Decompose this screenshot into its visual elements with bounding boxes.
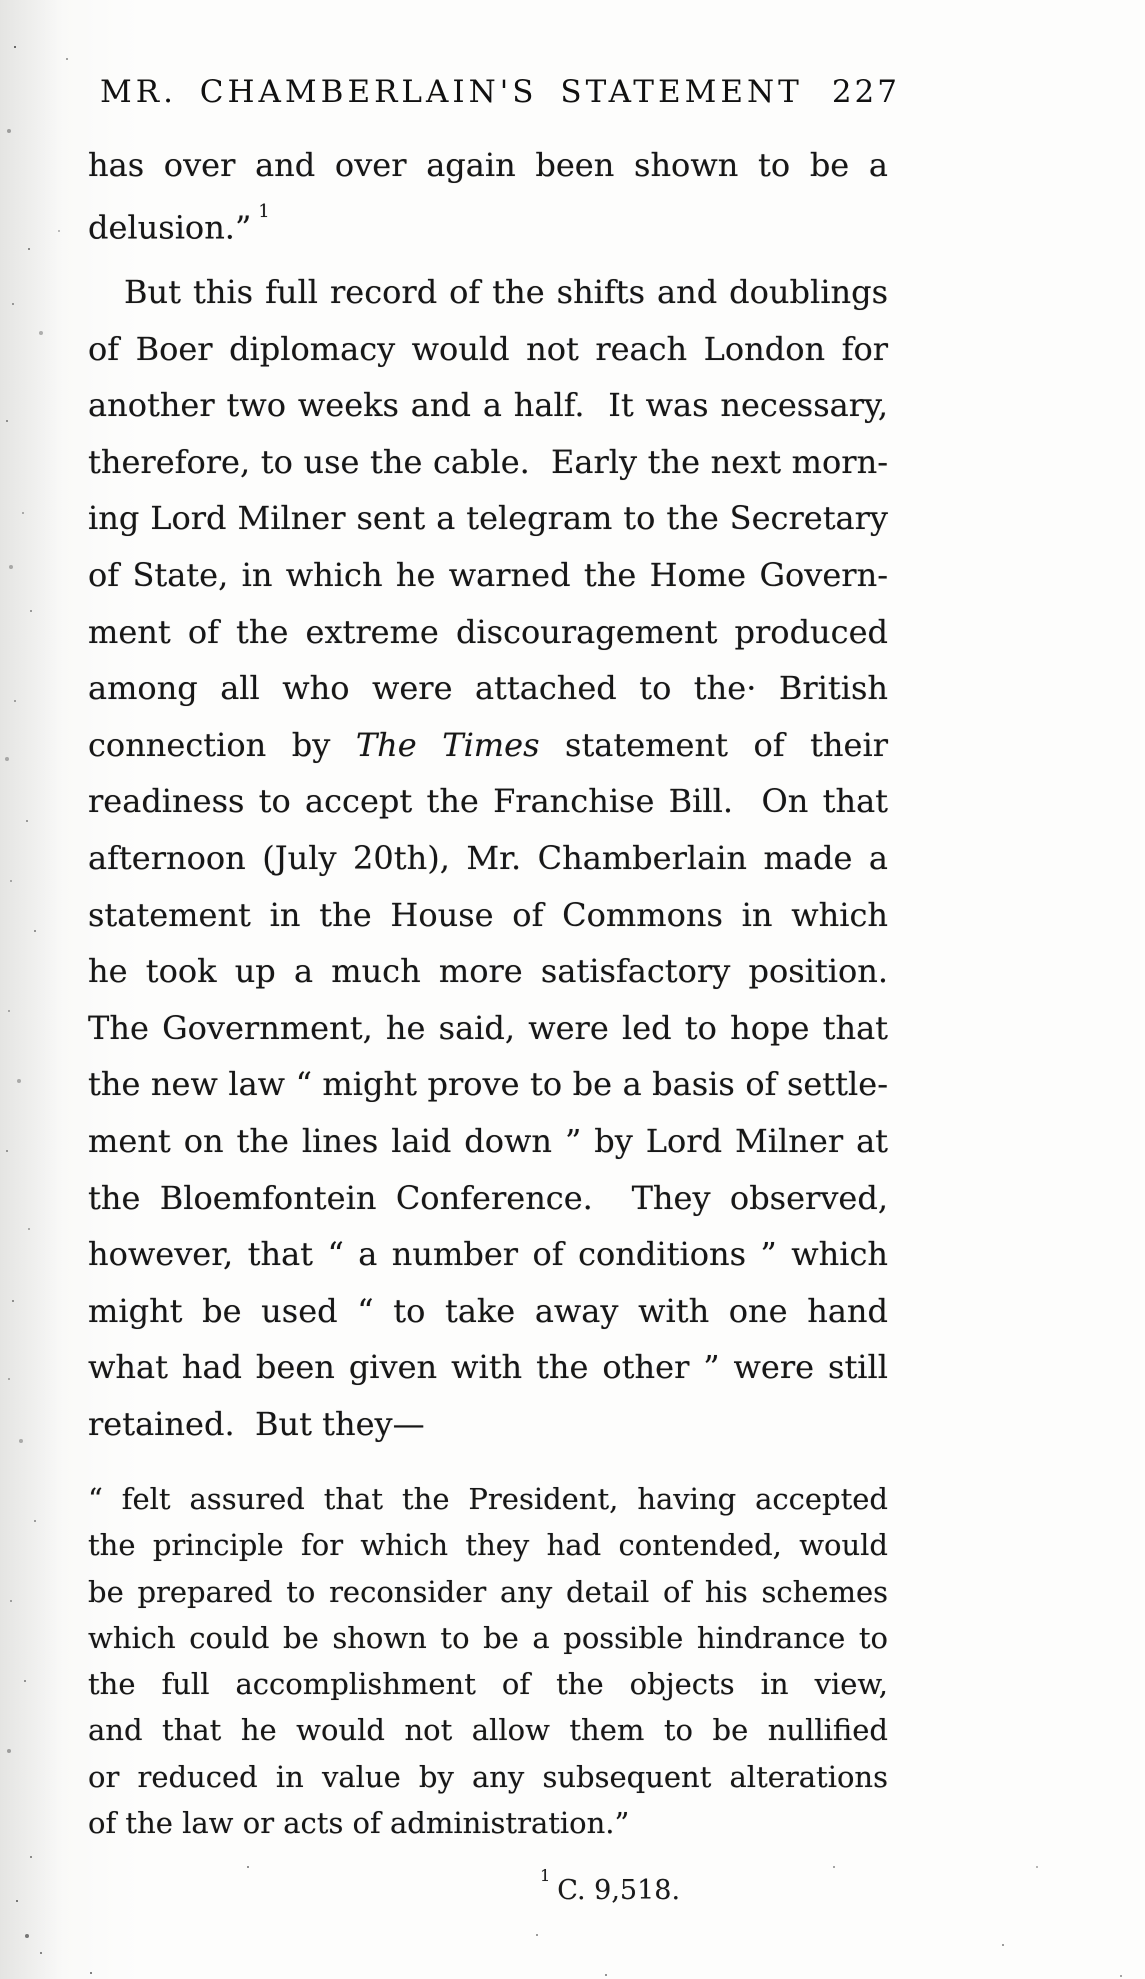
quote-line: the principle for which they had contended, would — [88, 1528, 888, 1563]
quote-line: of the law or acts of administration.” — [88, 1806, 630, 1841]
text-line: he took up a much more satisfactory position. — [88, 952, 888, 991]
footnote — [88, 1866, 1010, 1909]
paragraph-main — [88, 264, 888, 1452]
text-line: ment of the extreme discouragement produced — [88, 612, 888, 651]
text-line: statement in the House of Commons in which — [88, 895, 888, 934]
text-line: the Bloemfontein Conference. They observed, — [88, 1178, 888, 1217]
text-segment: connection by — [88, 725, 356, 764]
quote-line: which could be shown to be a possible hindrance to — [88, 1620, 888, 1655]
page-header — [88, 74, 900, 110]
text-line: among all who were attached to the· British — [88, 669, 888, 708]
text-line-with-italic — [88, 717, 888, 774]
quote-line: or reduced in value by any subsequent alterations — [88, 1759, 888, 1794]
text-line: of State, in which he warned the Home Govern- — [88, 555, 888, 594]
footnote-marker: 1 — [258, 201, 270, 222]
the-times-italic: The Times — [355, 725, 540, 764]
text-line: the new law “ might prove to be a basis of settle- — [88, 1065, 888, 1104]
footnote-text: C. 9,518. — [557, 1875, 681, 1906]
text-line: retained. But they— — [88, 1404, 425, 1443]
text-line: of Boer diplomacy would not reach London for — [88, 329, 888, 368]
running-title: MR. CHAMBERLAIN'S STATEMENT — [100, 74, 803, 110]
text-line: ing Lord Milner sent a telegram to the Secretary — [88, 499, 888, 538]
text-line: might be used “ to take away with one hand — [88, 1291, 888, 1330]
text-line: another two weeks and a half. It was necessary, — [88, 386, 888, 425]
paragraph-intro — [88, 137, 888, 256]
text-line: ment on the lines laid down ” by Lord Milner at — [88, 1121, 888, 1160]
text-line: But this full record of the shifts and doublings — [124, 273, 888, 311]
quote-line: be prepared to reconsider any detail of his schemes — [88, 1574, 888, 1609]
blockquote-extract — [88, 1476, 888, 1846]
quote-line: the full accomplishment of the objects in view, — [88, 1667, 888, 1702]
text-line: afternoon (July 20th), Mr. Chamberlain made a — [88, 838, 888, 877]
text-line — [88, 194, 888, 256]
text-line: what had been given with the other ” were still — [88, 1348, 888, 1387]
text-line: therefore, to use the cable. Early the next morn- — [88, 442, 888, 481]
quote-line: and that he would not allow them to be nullified — [88, 1713, 888, 1748]
text-line: has over and over again been shown to be a — [88, 146, 888, 184]
scan-gutter-shading — [0, 0, 64, 1979]
quote-line: “ felt assured that the President, having accepted — [88, 1482, 888, 1516]
text-segment: statement of their — [539, 725, 889, 764]
footnote-ref-number: 1 — [539, 1865, 551, 1885]
text-line: however, that “ a number of conditions ” which — [88, 1235, 888, 1274]
text-line: readiness to accept the Franchise Bill. On that — [88, 782, 888, 821]
scan-noise — [0, 0, 2, 2]
text-segment: delusion.” — [88, 208, 252, 247]
text-line: The Government, he said, were led to hope that — [88, 1008, 888, 1047]
page-number: 227 — [831, 74, 900, 110]
